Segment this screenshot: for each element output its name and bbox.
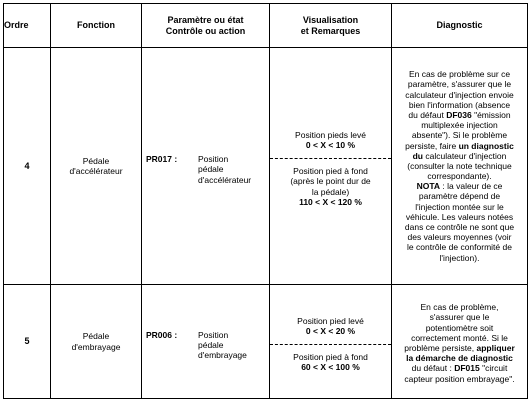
vis-top-range: 0 < X < 10 % bbox=[305, 140, 356, 151]
vis-bottom bbox=[270, 159, 391, 207]
diag-line: correspondante). bbox=[427, 171, 492, 182]
row-diagnostic bbox=[392, 48, 528, 285]
fonction-line2: d'accélérateur bbox=[69, 166, 123, 176]
row-parametre bbox=[142, 285, 270, 399]
param-label bbox=[198, 330, 265, 361]
diag-line: du calculateur d'injection bbox=[412, 150, 507, 161]
header-parametre bbox=[142, 4, 270, 48]
diag-line: l'injection). bbox=[439, 252, 480, 263]
vis-top bbox=[270, 311, 391, 344]
table-header-row bbox=[4, 4, 528, 48]
param-label-line1: Position bbox=[198, 329, 229, 340]
param-code: PR006 : bbox=[146, 329, 178, 340]
diag-line: (consulter la note technique bbox=[407, 160, 512, 171]
diag-line: dans ce contrôle ne sont que bbox=[404, 222, 515, 233]
row-diagnostic bbox=[392, 285, 528, 399]
table-row bbox=[4, 48, 528, 285]
diag-line: bien l'information (absence bbox=[408, 99, 511, 110]
diag-line: NOTA : la valeur de ce bbox=[416, 181, 503, 192]
diag-line: véhicule. Les valeurs notées bbox=[405, 211, 514, 222]
param-label-line3: d'embrayage bbox=[198, 350, 247, 361]
diag-line: problème persiste, appliquer bbox=[404, 343, 515, 353]
vis-top-label: Position pied levé bbox=[297, 315, 364, 326]
fonction-line1: Pédale bbox=[82, 331, 110, 342]
row-fonction bbox=[51, 48, 142, 285]
vis-bottom-range: 60 < X < 100 % bbox=[301, 362, 360, 372]
vis-bottom-line1: Position pied à fond bbox=[293, 351, 368, 362]
header-ordre: Ordre bbox=[4, 4, 51, 48]
diag-line: capteur position embrayage". bbox=[404, 373, 515, 384]
row-parametre bbox=[142, 48, 270, 285]
vis-bottom-line1: Position pied à fond bbox=[293, 166, 368, 177]
table-row bbox=[4, 285, 528, 399]
fonction-line1: Pédale bbox=[82, 155, 110, 166]
row-visualisation bbox=[270, 48, 392, 285]
diag-line: s'assurer que le bbox=[429, 312, 490, 323]
diag-line: la démarche de diagnostic bbox=[406, 353, 513, 364]
diag-line: absente"). Si le problème bbox=[411, 130, 508, 141]
param-label-line2: pédale bbox=[198, 339, 224, 350]
diag-line: du défaut DF036 "émission bbox=[408, 109, 511, 120]
diag-line: multiplexée injection bbox=[421, 120, 498, 131]
row-ordre: 4 bbox=[4, 48, 51, 285]
vis-bottom bbox=[270, 345, 391, 372]
diag-line: correctement monté. Si le bbox=[411, 332, 508, 343]
header-parametre-line1: Paramètre ou état bbox=[167, 14, 244, 25]
row-ordre: 5 bbox=[4, 285, 51, 399]
diag-line: En cas de problème, bbox=[420, 302, 499, 313]
header-visualisation-line1: Visualisation bbox=[302, 14, 359, 25]
diag-line: des valeurs moyennes (voir bbox=[407, 232, 512, 243]
param-code: PR017 : bbox=[146, 154, 178, 165]
param-label-line3: d'accélérateur bbox=[198, 174, 252, 185]
diag-line: le contrôle de conformité de bbox=[407, 242, 512, 253]
vis-bottom-line3: la pédale) bbox=[311, 186, 350, 197]
diag-line: l'injection montée sur le bbox=[415, 201, 504, 212]
diag-line: paramètre dépend de bbox=[418, 191, 501, 202]
header-parametre-line2: Contrôle ou action bbox=[165, 25, 246, 36]
diag-line: potentiomètre soit bbox=[425, 322, 494, 333]
vis-top bbox=[270, 125, 391, 158]
header-visualisation-line2: et Remarques bbox=[300, 25, 361, 36]
param-label-line2: pédale bbox=[198, 164, 224, 175]
diag-line: du défaut : DF015 "circuit bbox=[411, 363, 508, 374]
diag-line: persiste, faire un diagnostic bbox=[405, 140, 514, 151]
vis-top-range: 0 < X < 20 % bbox=[305, 326, 356, 336]
param-label bbox=[198, 154, 265, 185]
header-fonction: Fonction bbox=[51, 4, 142, 48]
diag-line: paramètre, s'assurer que le bbox=[407, 79, 512, 90]
diag-line: calculateur d'injection envoie bbox=[405, 89, 514, 100]
fonction-line2: d'embrayage bbox=[71, 341, 121, 352]
diagnostic-table bbox=[3, 3, 528, 399]
vis-bottom-range: 110 < X < 120 % bbox=[299, 196, 362, 207]
header-visualisation bbox=[270, 4, 392, 48]
param-label-line1: Position bbox=[198, 154, 229, 165]
row-fonction bbox=[51, 285, 142, 399]
vis-bottom-line2: (après le point dur de bbox=[290, 176, 371, 187]
vis-top-label: Position pieds levé bbox=[295, 130, 366, 141]
header-diagnostic: Diagnostic bbox=[392, 4, 528, 48]
row-visualisation bbox=[270, 285, 392, 399]
diag-line: En cas de problème sur ce bbox=[408, 69, 511, 80]
